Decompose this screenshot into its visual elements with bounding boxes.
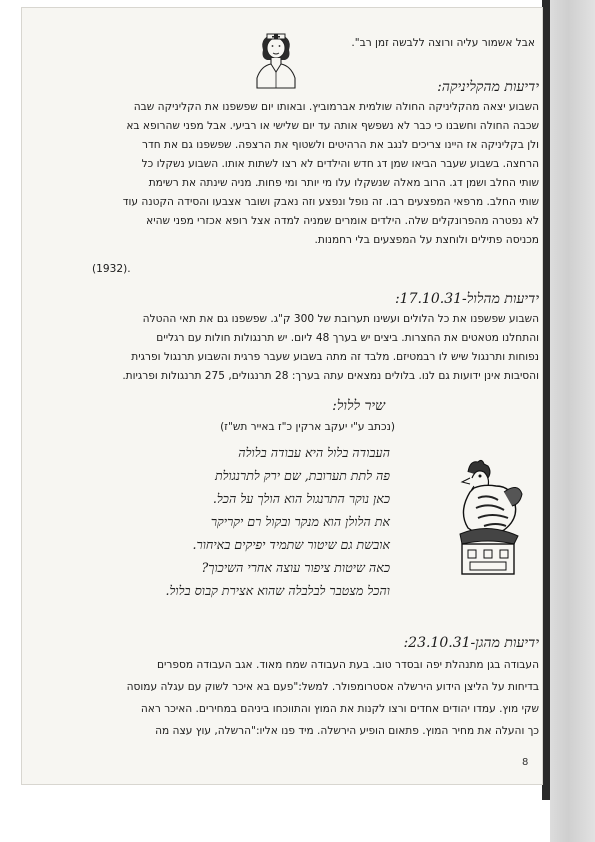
clinic-line: לא נפטרה מהפרונקלים שלה. הילדים אומרים שמניה למדה אצל רופא אכזרי מפני שהיא <box>146 215 539 227</box>
poem-line: את הלולן הוא מנקר ובקול רם יקריקר <box>210 514 390 529</box>
garden-line: כך והעלה את מחיר המוץ. פתאום הופיע הירשלה. מיד פנו אליו:"הרשלה, עוץ עצה מה <box>155 725 539 737</box>
garden-line: העבודה בגן מתנהלת יפה ובסדר טוב. בעת העבודה שמח מאוד. אגב העבודה מספרים <box>157 659 539 671</box>
poem-line: העבודה בלול היא עבודה בלולה <box>238 445 390 460</box>
poem-line: והכל מצטבר לבלבלה שהוא אצירת קבוס בלול. <box>165 583 390 598</box>
clinic-line: שכבה החולה וחשבנו כי כבר לא נשפשף אותה עד יום שלישי או רביעי. אבל מפני שהרופא בא <box>126 120 539 132</box>
poem-line: כאן נוקר התרנגול הוא הולך על הכל. <box>212 491 390 506</box>
heading-poem: שיר ללול: <box>332 398 385 414</box>
poem-subtitle: (נכתב ע"י יעקב ארקין כ"ז באייר תש"ז) <box>220 421 395 433</box>
clinic-line: השבוע יצאה מהקליניקה החולה שולמית אברמוביץ. ובאותו יום שפשפנו את הקליניקה שבה <box>133 101 539 113</box>
clinic-line: ולן בקליניקה אז היינו צריכים לנגב את הרהיטים ולשטוף את הרצפה. שפשפנו גם את חדר <box>141 139 539 151</box>
heading-poultry: ידיעות מהלול-17.10.31: <box>394 291 539 307</box>
heading-garden: ידיעות מהגן-23.10.31: <box>403 635 539 651</box>
chicken-illustration-icon <box>448 452 528 582</box>
clinic-line: שותי החלב. מרפאי המפצעים רבו. זה נופל ונפצע וזה נאבק ושובר אצבעו והסידה הקטנה עוד <box>122 196 539 208</box>
clinic-line: שותי החלב ושמן דג. הרוב מאלה שנשקלו עלו מי יותר ומי פחות. מניה שינתה את רשימת <box>148 177 539 189</box>
next-page-strip <box>550 0 595 842</box>
heading-clinic: ידיעות מהקליניקה: <box>437 79 539 95</box>
page-number: 8 <box>522 757 529 768</box>
poultry-line: והסיבות אינן ידועות גם לנו. בלולים נמצאים עתה בערך: 28 תרנגולים, 275 תרנגולות ופרגיות. <box>122 370 539 382</box>
clinic-line: מכניסה פתילים ולוחצת על המפצעים בלי רחמנות. <box>314 234 539 246</box>
poultry-line: השבוע שפשפנו את כל הלולים ועשינו תערובת של 300 ק"ג. שפשפנו גם את תאי ההטלה <box>142 313 539 325</box>
poem-line: אובשת גם שיטור שתמיד יפיקים באיחור. <box>192 537 390 552</box>
nurse-illustration-icon <box>245 28 307 90</box>
top-line: אבל אשמור עליה ורוצה ללבשה זמן רב". <box>351 37 535 49</box>
poultry-line: והתחלנו מטאטים את החצרות. ביצים יש בערך 48 ליום. יש תרנגולות חולות עם רגליים <box>156 332 539 344</box>
poem-line: כאה שיטות ציפור עוצה אחרי השיכוך? <box>201 560 390 575</box>
poultry-line: נפוחות ותרנגול שיש לו רבמטיזם. מלבד זה מתה בשבוע שעבר פרגית והשבוע תרנגול ופרגית <box>131 351 539 363</box>
poem-line: פה לתת תערובת, שם ירק לתרנגולת <box>214 468 390 483</box>
page-edge-shadow <box>542 0 550 800</box>
clinic-line: הרחצה. בשבוע שעבר הביאו שמן דג חדש והילדים לא רצו לשתות אותו. השבוע נשקלו כל <box>141 158 539 170</box>
garden-line: שקי מוץ. עמדו יהודים אחדים ורצו לקנות את המוץ והתווכחו ביניהם במחירים. האיכר ראה <box>140 703 539 715</box>
garden-line: בדיחות על הליצן הידוע הירשלה אסטרומפולר. למשל:"פעם בא איכר לשוק עם עגלה עמוסה <box>126 681 539 693</box>
year-note: (1932). <box>92 263 131 275</box>
